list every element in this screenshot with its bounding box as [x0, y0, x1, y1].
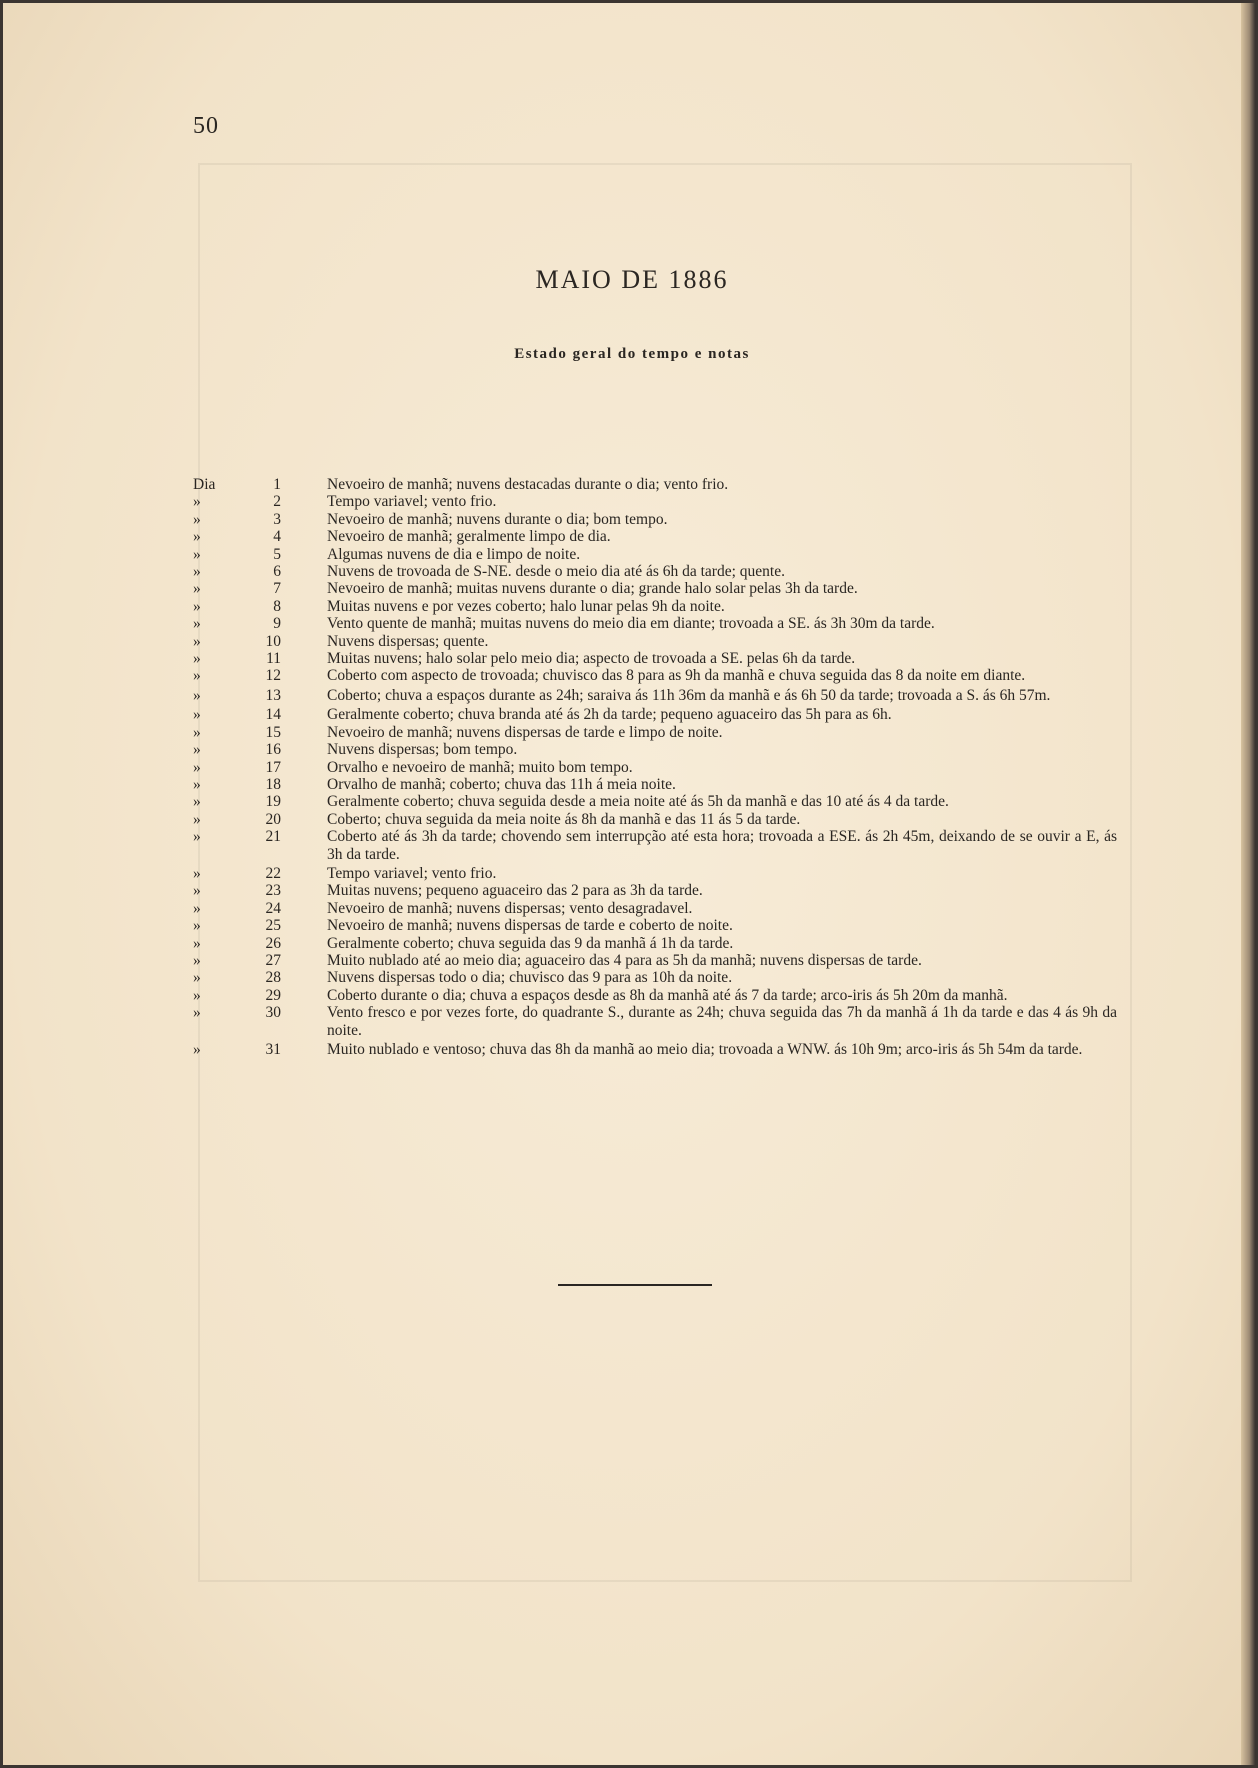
day-number: 7	[273, 580, 281, 598]
note-row	[193, 882, 1133, 899]
row-prefix: »	[193, 899, 201, 917]
row-prefix: »	[193, 864, 201, 882]
day-number: 28	[265, 969, 281, 987]
day-number: 11	[266, 650, 281, 668]
note-text: Muitas nuvens e por vezes coberto; halo lunar pelas 9h da noite.	[327, 597, 725, 615]
note-text: Coberto com aspecto de trovoada; chuvisco das 8 para as 9h da manhã e chuva seguida das 8 da noite em diante.	[327, 667, 1026, 685]
note-row	[193, 969, 1133, 986]
row-prefix: »	[193, 758, 201, 776]
day-number: 15	[265, 723, 281, 741]
row-prefix: »	[193, 828, 201, 846]
day-number: 27	[265, 951, 281, 969]
note-text: Nevoeiro de manhã; nuvens dispersas de tarde e coberto de noite.	[327, 917, 733, 935]
note-text: Vento fresco e por vezes forte, do quadrante S., durante as 24h; chuva seguida das 7h da manhã á 1h da tarde e das 4 ás 9h da noite.	[327, 1004, 1117, 1039]
note-text: Nuvens dispersas todo o dia; chuvisco das 9 para as 10h da noite.	[327, 969, 733, 987]
note-text: Nevoeiro de manhã; nuvens dispersas; vento desagradavel.	[327, 899, 693, 917]
day-number: 5	[273, 545, 281, 563]
note-text: Geralmente coberto; chuva branda até ás 2h da tarde; pequeno aguaceiro das 5h para as 6h.	[327, 706, 892, 724]
row-prefix: Dia	[193, 476, 216, 493]
note-text: Vento quente de manhã; muitas nuvens do meio dia em diante; trovoada a SE. ás 3h 30m da tarde.	[327, 615, 935, 633]
note-row	[193, 633, 1133, 650]
note-text: Nevoeiro de manhã; nuvens dispersas de tarde e limpo de noite.	[327, 723, 723, 741]
day-number: 19	[265, 793, 281, 811]
row-prefix: »	[193, 667, 201, 685]
note-text: Coberto; chuva a espaços durante as 24h; saraiva ás 11h 36m da manhã e ás 6h 50 da tarde; trovoada a S. ás 6h 57m.	[327, 686, 1051, 704]
day-number: 29	[265, 986, 281, 1004]
day-number: 18	[265, 775, 281, 793]
note-text: Coberto; chuva seguida da meia noite ás 8h da manhã e das 11 ás 5 da tarde.	[327, 810, 801, 828]
note-row	[193, 935, 1133, 952]
day-number: 13	[265, 686, 281, 704]
day-number: 9	[273, 615, 281, 633]
page-number: 50	[193, 113, 219, 139]
note-row	[193, 987, 1133, 1004]
note-text: Nevoeiro de manhã; nuvens destacadas durante o dia; vento frio.	[327, 476, 729, 493]
note-text: Algumas nuvens de dia e limpo de noite.	[327, 545, 581, 563]
row-prefix: »	[193, 563, 201, 581]
note-text: Nuvens dispersas; quente.	[327, 632, 489, 650]
row-prefix: »	[193, 882, 201, 900]
note-row	[193, 776, 1133, 793]
day-number: 3	[273, 510, 281, 528]
row-prefix: »	[193, 580, 201, 598]
note-row	[193, 615, 1133, 632]
row-prefix: »	[193, 969, 201, 987]
note-row	[193, 1041, 1133, 1058]
note-text: Coberto até ás 3h da tarde; chovendo sem interrupção até esta hora; trovoada a ESE. ás 2h 45m, deixando de se ouvir a E, ás 3h da tarde.	[327, 828, 1117, 863]
closing-rule	[558, 1284, 712, 1286]
note-row	[193, 667, 1133, 684]
note-row	[193, 1004, 1133, 1039]
note-text: Muito nublado até ao meio dia; aguaceiro das 4 para as 5h da manhã; nuvens dispersas de tarde.	[327, 951, 922, 969]
day-number: 4	[273, 528, 281, 546]
day-number: 31	[265, 1041, 281, 1058]
row-prefix: »	[193, 510, 201, 528]
note-row	[193, 759, 1133, 776]
day-number: 14	[265, 706, 281, 724]
row-prefix: »	[193, 934, 201, 952]
page-subtitle: Estado geral do tempo e notas	[514, 346, 750, 362]
day-number: 30	[265, 1004, 281, 1022]
row-prefix: »	[193, 1004, 201, 1022]
day-number: 25	[265, 917, 281, 935]
row-prefix: »	[193, 686, 201, 704]
note-row	[193, 741, 1133, 758]
day-number: 12	[265, 667, 281, 685]
day-number: 1	[273, 476, 281, 493]
note-text: Nevoeiro de manhã; geralmente limpo de dia.	[327, 528, 611, 546]
row-prefix: »	[193, 810, 201, 828]
note-text: Geralmente coberto; chuva seguida das 9 da manhã á 1h da tarde.	[327, 934, 734, 952]
note-row	[193, 706, 1133, 723]
row-prefix: »	[193, 986, 201, 1004]
row-prefix: »	[193, 723, 201, 741]
row-prefix: »	[193, 1041, 201, 1058]
row-prefix: »	[193, 775, 201, 793]
note-text: Nevoeiro de manhã; nuvens durante o dia; bom tempo.	[327, 510, 668, 528]
note-text: Tempo variavel; vento frio.	[327, 493, 497, 511]
note-text: Muito nublado e ventoso; chuva das 8h da manhã ao meio dia; trovoada a WNW. ás 10h 9m; arco-iris ás 5h 54m da tarde.	[327, 1041, 1083, 1058]
row-prefix: »	[193, 917, 201, 935]
note-row	[193, 563, 1133, 580]
note-row	[193, 528, 1133, 545]
day-number: 16	[265, 741, 281, 759]
note-row	[193, 511, 1133, 528]
note-text: Orvalho de manhã; coberto; chuva das 11h á meia noite.	[327, 775, 676, 793]
row-prefix: »	[193, 528, 201, 546]
day-number: 24	[265, 899, 281, 917]
day-number: 8	[273, 597, 281, 615]
day-number: 6	[273, 563, 281, 581]
page-title: MAIO DE 1886	[535, 265, 729, 294]
day-number: 17	[265, 758, 281, 776]
note-row	[193, 546, 1133, 563]
note-row	[193, 828, 1133, 863]
note-row	[193, 900, 1133, 917]
note-row	[193, 687, 1133, 704]
note-row	[193, 598, 1133, 615]
row-prefix: »	[193, 545, 201, 563]
note-text: Orvalho e nevoeiro de manhã; muito bom tempo.	[327, 758, 633, 776]
note-text: Muitas nuvens; pequeno aguaceiro das 2 para as 3h da tarde.	[327, 882, 703, 900]
note-row	[193, 493, 1133, 510]
note-row	[193, 952, 1133, 969]
row-prefix: »	[193, 615, 201, 633]
note-text: Tempo variavel; vento frio.	[327, 864, 497, 882]
row-prefix: »	[193, 650, 201, 668]
row-prefix: »	[193, 951, 201, 969]
note-text: Geralmente coberto; chuva seguida desde a meia noite até ás 5h da manhã e das 10 até ás 4 da tarde.	[327, 793, 949, 811]
day-number: 26	[265, 934, 281, 952]
row-prefix: »	[193, 597, 201, 615]
row-prefix: »	[193, 493, 201, 511]
note-row	[193, 811, 1133, 828]
note-row	[193, 917, 1133, 934]
row-prefix: »	[193, 793, 201, 811]
note-row	[193, 793, 1133, 810]
note-row	[193, 865, 1133, 882]
day-number: 23	[265, 882, 281, 900]
row-prefix: »	[193, 741, 201, 759]
row-prefix: »	[193, 632, 201, 650]
note-text: Nevoeiro de manhã; muitas nuvens durante o dia; grande halo solar pelas 3h da tarde.	[327, 580, 858, 598]
note-row	[193, 650, 1133, 667]
note-row	[193, 580, 1133, 597]
note-text: Nuvens de trovoada de S-NE. desde o meio dia até ás 6h da tarde; quente.	[327, 563, 785, 581]
day-number: 20	[265, 810, 281, 828]
weather-notes-list	[193, 476, 1133, 1058]
note-text: Muitas nuvens; halo solar pelo meio dia; aspecto de trovoada a SE. pelas 6h da tarde.	[327, 650, 856, 668]
day-number: 22	[265, 864, 281, 882]
note-text: Nuvens dispersas; bom tempo.	[327, 741, 518, 759]
note-text: Coberto durante o dia; chuva a espaços desde as 8h da manhã até ás 7 da tarde; arco-iris ás 5h 20m da manhã.	[327, 986, 1008, 1004]
note-row	[193, 724, 1133, 741]
day-number: 2	[273, 493, 281, 511]
day-number: 21	[265, 828, 281, 846]
row-prefix: »	[193, 706, 201, 724]
note-row	[193, 476, 1133, 493]
day-number: 10	[265, 632, 281, 650]
